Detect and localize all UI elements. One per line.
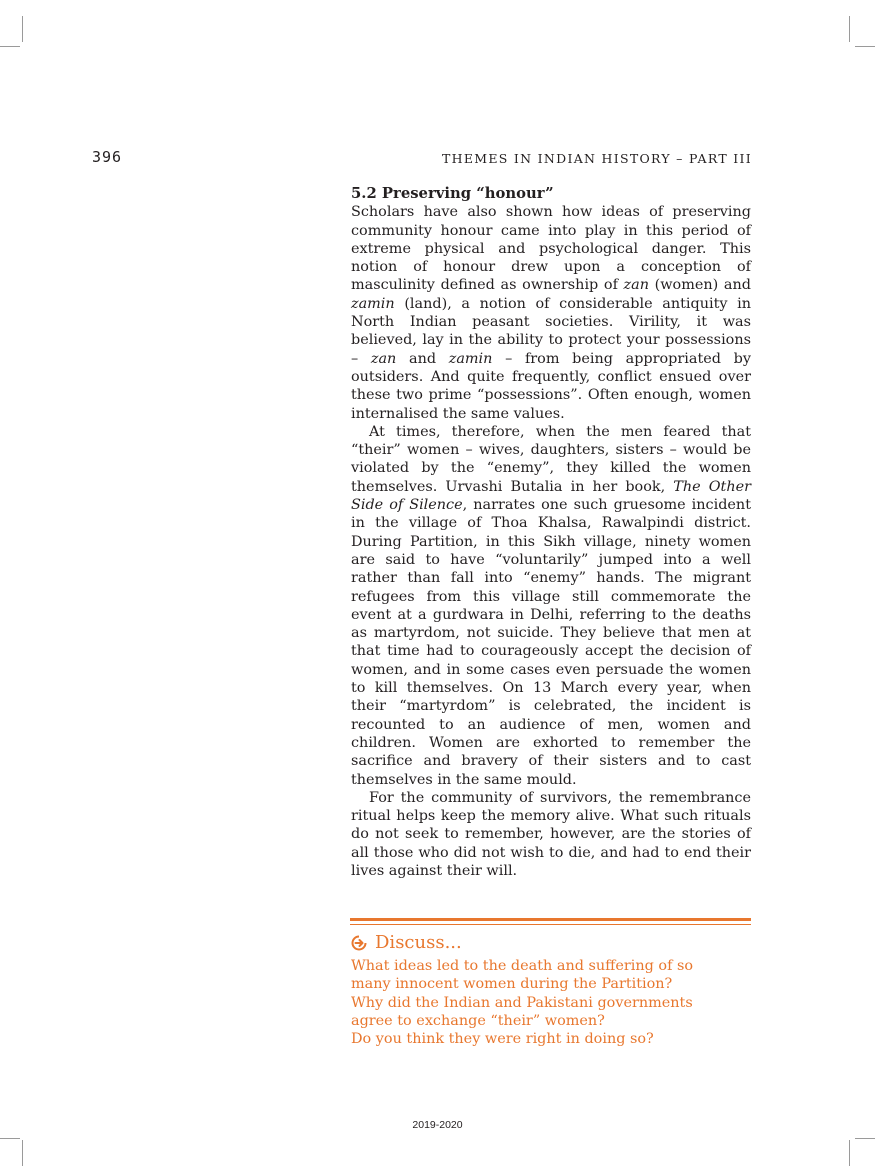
crop-mark bbox=[0, 46, 20, 47]
question-line: Do you think they were right in doing so? bbox=[351, 1031, 654, 1048]
crop-mark bbox=[22, 16, 23, 42]
paragraph-text: (women) and bbox=[648, 277, 751, 294]
italic-term: zan bbox=[370, 350, 397, 367]
question-line: many innocent women during the Partition? bbox=[351, 976, 673, 993]
crop-mark bbox=[22, 1140, 23, 1166]
running-head-text: THEMES IN INDIAN HISTORY – PART III bbox=[441, 151, 752, 166]
book-title: The Other Side of Silence bbox=[351, 478, 751, 514]
paragraph-text: , narrates one such gruesome incident in the village of Thoa Khalsa, Rawalpindi district. During Partition, in this Sikh village, ninety women are said to have “voluntarily” jumped into a well rather than fall into “enemy” hands. The migrant refugees from this village still commemorate the event at a gurdwara in Delhi, referring to the deaths as martyrdom, not suicide. They believe that men at that time had to courageously accept the decision of women, and in some cases even persuade the women to kill themselves. On 13 March every year, when their “martyrdom” is celebrated, the incident is recounted to an audience of men, women and children. Women are exhorted to remember the sacrifice and bravery of their sisters and to cast themselves in the same mould. bbox=[351, 497, 751, 788]
paragraph-text: At times, therefore, when the men feared that “their” women – wives, daughters, sisters – would be violated by the “enemy”, they killed the women themselves. Urvashi Butalia in her book, bbox=[351, 423, 751, 495]
italic-term: zamin bbox=[351, 295, 395, 312]
discuss-box bbox=[351, 931, 751, 1048]
discuss-divider bbox=[350, 918, 751, 921]
paragraph-text: – from being appropriated by outsiders. And quite frequently, conflict ensued over these two prime “possessions”. Often enough, women internalised the same values. bbox=[351, 350, 751, 422]
arrow-circle-icon bbox=[351, 935, 367, 951]
paragraph-2 bbox=[351, 423, 751, 789]
crop-mark bbox=[855, 1138, 875, 1139]
question-line: Why did the Indian and Pakistani governments bbox=[351, 994, 693, 1011]
discuss-heading bbox=[351, 931, 751, 955]
question-line: What ideas led to the death and suffering of so bbox=[351, 958, 694, 974]
footer-year: 2019-2020 bbox=[412, 1119, 463, 1131]
running-head bbox=[442, 151, 752, 166]
crop-mark bbox=[849, 1140, 850, 1166]
paragraph-text: (land), a notion of considerable antiquity in North Indian peasant societies. Virility, it was believed, lay in the ability to protect your possessions – bbox=[351, 295, 751, 367]
discuss-divider-thin bbox=[350, 924, 751, 925]
paragraph-text: and bbox=[396, 350, 449, 367]
discuss-questions bbox=[351, 957, 751, 1048]
main-text bbox=[351, 185, 751, 880]
crop-mark bbox=[0, 1138, 20, 1139]
paragraph-1 bbox=[351, 203, 751, 423]
question-line: agree to exchange “their” women? bbox=[351, 1012, 605, 1029]
section-heading: 5.2 Preserving “honour” bbox=[351, 185, 554, 202]
italic-term: zan bbox=[623, 277, 649, 294]
page-number: 396 bbox=[92, 148, 123, 166]
crop-mark bbox=[849, 16, 850, 42]
paragraph-text: Scholars have also shown how ideas of preserving community honour came into play in this period of extreme physical and psychological danger. This notion of honour drew upon a conception of masculinity defined as ownership of bbox=[351, 204, 751, 294]
crop-mark bbox=[855, 46, 875, 47]
paragraph-3: For the community of survivors, the remembrance ritual helps keep the memory alive. What such rituals do not seek to remember, however, are the stories of all those who did not wish to die, and had to end their lives against their will. bbox=[351, 789, 751, 879]
discuss-title: Discuss... bbox=[375, 932, 462, 953]
italic-term: zamin bbox=[448, 350, 493, 367]
